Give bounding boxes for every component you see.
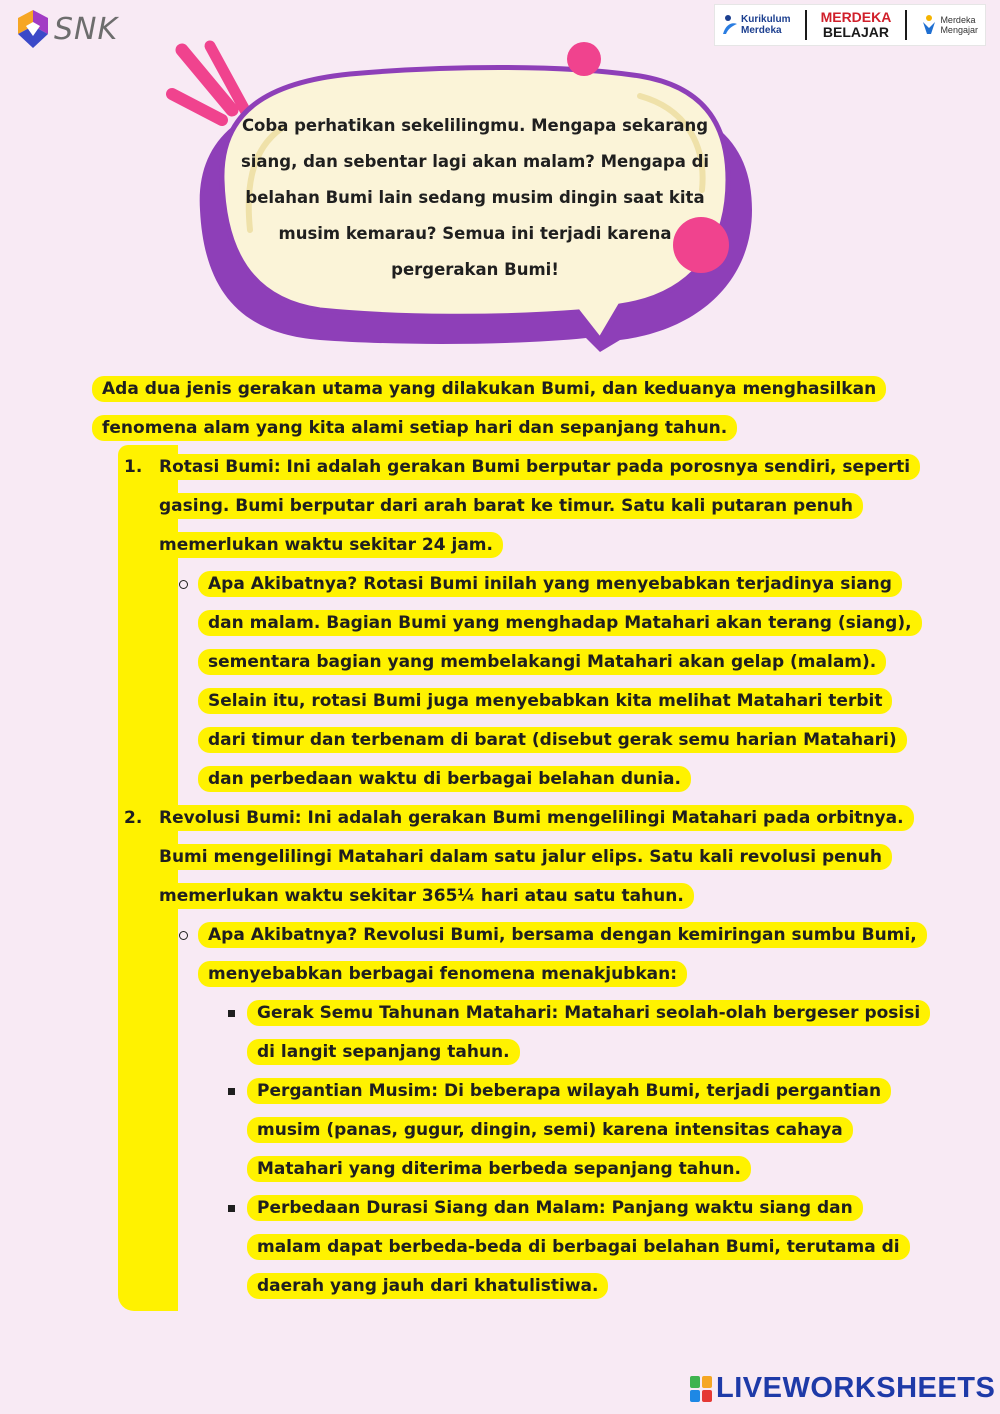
square-bullet-icon (228, 1010, 235, 1017)
merdeka-belajar-line2: BELAJAR (822, 24, 890, 40)
circle-bullet-icon (179, 580, 188, 589)
intro-text: Ada dua jenis gerakan utama yang dilakukan Bumi, dan keduanya menghasilkan fenomena alam yang kita alami setiap hari dan sepanjang tahun. (92, 376, 886, 441)
revolusi-text: Revolusi Bumi: Ini adalah gerakan Bumi mengelilingi Matahari pada orbitnya. Bumi mengelilingi Matahari dalam satu jalur elips. Satu kali revolusi penuh memerlukan waktu sekitar 365¼ hari atau satu tahun. (149, 805, 914, 909)
movement-list (92, 448, 922, 1306)
phenomenon-item (198, 1072, 922, 1189)
rotasi-effect (149, 565, 922, 799)
phenomenon-text: Perbedaan Durasi Siang dan Malam: Panjang waktu siang dan malam dapat berbeda-beda di berbagai belahan Bumi, terutama di daerah yang jauh dari khatulistiwa. (247, 1195, 910, 1299)
rotasi-text: Rotasi Bumi: Ini adalah gerakan Bumi berputar pada porosnya sendiri, seperti gasing. Bumi berputar dari arah barat ke timur. Satu kali putaran penuh memerlukan waktu sekitar 24 jam. (149, 454, 920, 558)
list-number: 1. (124, 457, 143, 477)
revolusi-sublist (149, 916, 922, 1306)
phenomenon-item (198, 1189, 922, 1306)
liveworksheets-logo (690, 1372, 995, 1405)
kurikulum-line2: Merdeka (741, 25, 782, 36)
square-bullet-icon (228, 1205, 235, 1212)
square-bullet-icon (228, 1088, 235, 1095)
list-item-revolusi (92, 799, 922, 1306)
rotasi-effect-text: Apa Akibatnya? Rotasi Bumi inilah yang menyebabkan terjadinya siang dan malam. Bagian Bumi yang menghadap Matahari akan terang (siang), sementara bagian yang membelakangi Matahari akan gelap (malam). Selain itu, rotasi Bumi juga menyebabkan kita melihat Matahari terbit dari timur dan terbenam di barat (disebut gerak semu harian Matahari) dan perbedaan waktu di berbagai belahan dunia. (198, 571, 922, 792)
rotasi-sublist (149, 565, 922, 799)
merdeka-belajar-line1: MERDEKA (820, 9, 892, 25)
liveworksheets-text: LIVEWORKSHEETS (716, 1372, 996, 1404)
kurikulum-line1: Kurikulum (741, 14, 791, 25)
intro-paragraph (92, 370, 922, 448)
circle-bullet-icon (179, 931, 188, 940)
phenomenon-text: Pergantian Musim: Di beberapa wilayah Bumi, terjadi pergantian musim (panas, gugur, dingin, semi) karena intensitas cahaya Matahari yang diterima berbeda sepanjang tahun. (247, 1078, 891, 1182)
revolusi-effect (149, 916, 922, 1306)
pink-dot (567, 42, 601, 76)
bubble-question-text: Coba perhatikan sekelilingmu. Mengapa sekarang siang, dan sebentar lagi akan malam? Mengapa di belahan Bumi lain sedang musim dingin saat kita musim kemarau? Semua ini terjadi karena pergerakan Bumi! (240, 116, 710, 279)
liveworksheets-icon (690, 1376, 712, 1402)
phenomenon-item (198, 994, 922, 1072)
list-item-rotasi (92, 448, 922, 799)
merdeka-mengajar-line2: Mengajar (940, 25, 978, 35)
snk-brand-text: SNK (54, 11, 119, 47)
main-content (92, 370, 922, 1306)
revolusi-effect-text: Apa Akibatnya? Revolusi Bumi, bersama dengan kemiringan sumbu Bumi, menyebabkan berbagai fenomena menakjubkan: (198, 922, 927, 987)
phenomena-list (198, 994, 922, 1306)
merdeka-mengajar-line1: Merdeka (940, 15, 976, 25)
list-number: 2. (124, 808, 143, 828)
phenomenon-text: Gerak Semu Tahunan Matahari: Matahari seolah-olah bergeser posisi di langit sepanjang tahun. (247, 1000, 930, 1065)
